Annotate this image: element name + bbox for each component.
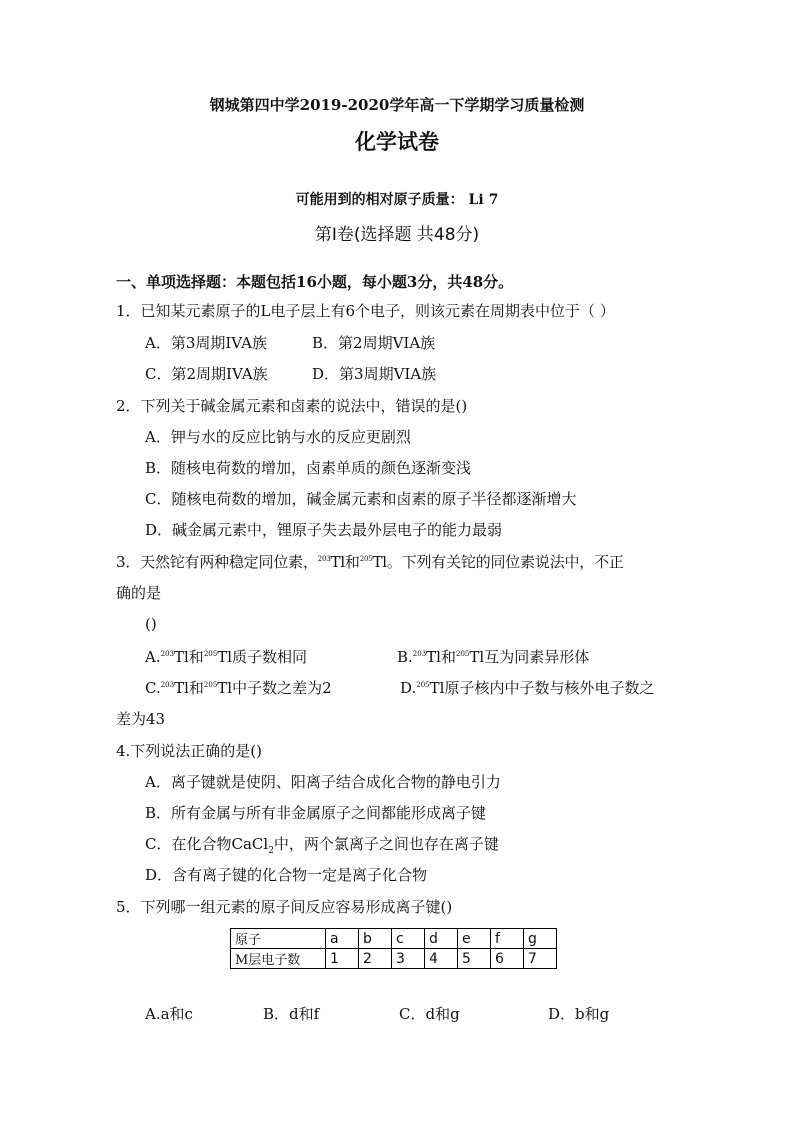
- question-3-option-b: [397, 647, 589, 667]
- question-3-option-a: [145, 647, 307, 667]
- question-3-option-c: [145, 678, 332, 698]
- table-cell: 1: [326, 949, 359, 969]
- question-3-stem-line2: 确的是: [116, 584, 162, 602]
- conjunction: 和: [188, 648, 204, 666]
- element-symbol: Tl: [429, 679, 445, 697]
- electron-table: [230, 928, 557, 969]
- question-4-option-d: D．含有离子键的化合物一定是离子化合物: [145, 866, 428, 884]
- q3-stem-part-b: 和: [344, 553, 360, 571]
- element-symbol: Tl: [217, 679, 233, 697]
- question-5-option-b: B．d和f: [263, 1005, 320, 1023]
- table-cell: f: [491, 929, 524, 949]
- option-text: C．在化合物CaCl: [145, 835, 269, 853]
- option-label: A.: [145, 648, 161, 666]
- question-4-option-c: [145, 834, 499, 854]
- option-text: 中，两个氯离子之间也存在离子键: [273, 835, 499, 853]
- table-row: [231, 949, 557, 969]
- table-cell: 2: [359, 949, 392, 969]
- element-symbol: Tl: [173, 648, 189, 666]
- question-5-option-d: D．b和g: [548, 1005, 610, 1023]
- question-5-option-c: C．d和g: [399, 1005, 460, 1023]
- element-symbol: Tl: [372, 553, 387, 571]
- table-cell: 3: [392, 949, 425, 969]
- question-5-option-a: A.a和c: [145, 1005, 193, 1023]
- element-symbol: Tl: [330, 553, 345, 571]
- question-3-stem: [116, 552, 624, 572]
- mass-number: 205: [416, 681, 430, 689]
- question-1-option-a: A．第3周期IVA族: [145, 334, 267, 352]
- section-heading: 一、单项选择题：本题包括16小题，每小题3分，共48分。: [116, 273, 514, 291]
- option-label: D.: [400, 679, 417, 697]
- table-row: [231, 929, 557, 949]
- question-4-option-a: A．离子键就是使阴、阳离子结合成化合物的静电引力: [145, 773, 501, 791]
- mass-number: 203: [160, 650, 174, 658]
- option-text: 互为同素异形体: [484, 648, 590, 666]
- question-2-option-c: C．随核电荷数的增加，碱金属元素和卤素的原子半径都逐渐增大: [145, 490, 577, 508]
- table-cell: e: [458, 929, 491, 949]
- element-symbol: Tl: [174, 679, 189, 697]
- question-2-option-b: B．随核电荷数的增加，卤素单质的颜色逐渐变浅: [145, 459, 472, 477]
- mass-number: 203: [160, 681, 175, 689]
- table-cell: g: [524, 929, 557, 949]
- school-header: 钢城第四中学2019-2020学年高一下学期学习质量检测: [209, 96, 585, 114]
- question-2-option-a: A．钾与水的反应比钠与水的反应更剧烈: [145, 428, 411, 446]
- table-cell: 4: [425, 949, 458, 969]
- atomic-mass-note: 可能用到的相对原子质量： Li 7: [295, 192, 499, 208]
- q3-stem-part-a: 3．天然铊有两种稳定同位素，: [116, 553, 318, 571]
- table-header-cell: 原子: [231, 929, 326, 949]
- conjunction: 和: [188, 679, 204, 697]
- page-title: 化学试卷: [355, 129, 439, 154]
- table-cell: a: [326, 929, 359, 949]
- element-symbol: Tl: [217, 648, 232, 666]
- conjunction: 和: [440, 648, 456, 666]
- mass-number: 205: [203, 650, 218, 658]
- table-cell: 6: [491, 949, 524, 969]
- mass-number: 205: [456, 650, 470, 658]
- question-2-option-d: D．碱金属元素中，锂原子失去最外层电子的能力最弱: [145, 521, 503, 539]
- table-cell: 5: [458, 949, 491, 969]
- question-1-option-c: C．第2周期IVA族: [145, 365, 268, 383]
- question-3-option-d: [400, 678, 654, 698]
- question-1-option-b: B．第2周期VIA族: [312, 334, 436, 352]
- question-2-stem: 2．下列关于碱金属元素和卤素的说法中，错误的是(): [116, 397, 468, 415]
- option-label: B.: [397, 648, 413, 666]
- element-symbol: Tl: [469, 648, 485, 666]
- subscript: 2: [268, 846, 274, 856]
- table-cell: d: [425, 929, 458, 949]
- question-4-option-b: B．所有金属与所有非金属原子之间都能形成离子键: [145, 804, 487, 822]
- option-label: C.: [145, 679, 161, 697]
- table-cell: 7: [524, 949, 557, 969]
- table-header-cell: M层电子数: [231, 949, 326, 969]
- mass-number: 203: [412, 650, 427, 658]
- mass-number: 203: [317, 555, 331, 563]
- mass-number: 205: [359, 555, 373, 563]
- element-symbol: Tl: [426, 648, 441, 666]
- mass-number: 205: [203, 681, 218, 689]
- q3-stem-part-c: 。下列有关铊的同位素说法中，不正: [386, 553, 624, 571]
- question-1-stem: 1．已知某元素原子的L电子层上有6个电子，则该元素在周期表中位于（ ）: [116, 302, 615, 320]
- table-cell: c: [392, 929, 425, 949]
- question-4-stem: 4.下列说法正确的是(): [116, 742, 263, 760]
- option-text: 原子核内中子数与核外电子数之: [444, 679, 655, 697]
- volume-heading: 第Ⅰ卷(选择题 共48分): [314, 225, 480, 245]
- option-text: 中子数之差为2: [232, 679, 332, 697]
- question-5-stem: 5．下列哪一组元素的原子间反应容易形成离子键(): [116, 898, 453, 916]
- question-1-option-d: D．第3周期VIA族: [312, 365, 437, 383]
- table-cell: b: [359, 929, 392, 949]
- question-3-option-d-line2: 差为43: [116, 710, 166, 728]
- option-text: 质子数相同: [232, 648, 308, 666]
- question-3-answer-paren: (): [145, 615, 157, 633]
